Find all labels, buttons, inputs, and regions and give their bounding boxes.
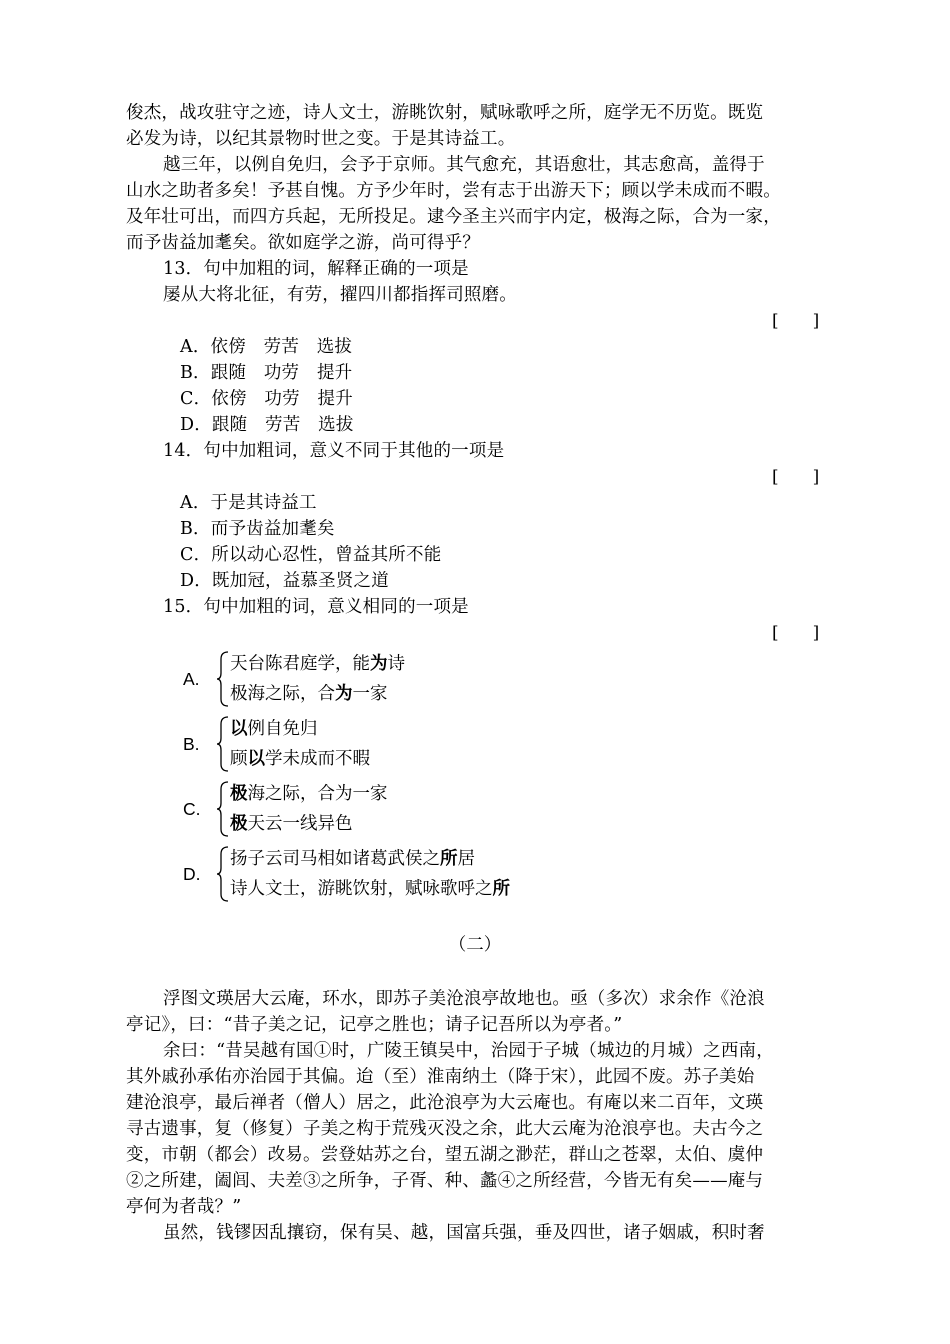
q14-option-b[interactable]: B．而予齿益加耄矣 [180, 519, 335, 539]
brace-icon [216, 650, 230, 708]
q14-option-d[interactable]: D．既加冠，益慕圣贤之道 [180, 571, 389, 591]
q13-option-b[interactable]: B．跟随 功劳 提升 [180, 363, 353, 383]
q13-answer-bracket[interactable]: [ ] [772, 311, 820, 331]
brace-icon [216, 715, 230, 773]
option-line-1: 以例自免归 [230, 718, 318, 738]
q15-answer-bracket[interactable]: [ ] [772, 623, 820, 643]
passage-line: 亭何为者哉？” [126, 1197, 242, 1217]
passage-line: 变，市朝（都会）改易。尝登姑苏之台，望五湖之渺茫，群山之苍翠，太伯、虞仲 [126, 1145, 764, 1165]
option-line-2: 极天云一线异色 [230, 813, 353, 833]
passage-line: 建沧浪亭，最后禅者（僧人）居之，此沧浪亭为大云庵也。有庵以来二百年，文瑛 [126, 1093, 764, 1113]
passage-line: 余曰：“昔吴越有国①时，广陵王镇吴中，治园于子城（城边的月城）之西南， [163, 1041, 774, 1061]
passage-line: 浮图文瑛居大云庵，环水，即苏子美沧浪亭故地也。亟（多次）求余作《沧浪 [163, 989, 765, 1009]
option-line-1: 极海之际，合为一家 [230, 783, 388, 803]
option-line-1: 天台陈君庭学，能为诗 [230, 653, 405, 673]
q13-option-a[interactable]: A．依傍 劳苦 选拔 [180, 337, 353, 357]
brace-icon [216, 845, 230, 903]
passage-line: 越三年，以例自免归，会予于京师。其气愈充，其语愈壮，其志愈高，盖得于 [163, 155, 765, 175]
q14-stem: 14．句中加粗词，意义不同于其他的一项是 [163, 441, 505, 461]
passage-line: 必发为诗，以纪其景物时世之变。于是其诗益工。 [126, 129, 516, 149]
q14-answer-bracket[interactable]: [ ] [772, 467, 820, 487]
option-line-1: 扬子云司马相如诸葛武侯之所居 [230, 848, 475, 868]
q14-option-c[interactable]: C．所以动心忍性，曾益其所不能 [180, 545, 442, 565]
q14-option-a[interactable]: A．于是其诗益工 [180, 493, 317, 513]
option-letter: C. [183, 799, 201, 819]
option-letter: D. [183, 864, 201, 884]
passage-line: 亭记》，曰：“昔子美之记，记亭之胜也；请子记吾所以为亭者。” [126, 1015, 623, 1035]
section-heading: （二） [448, 935, 502, 955]
passage-line: 其外戚孙承佑亦治园于其偏。迨（至）淮南纳土（降于宋），此园不废。苏子美始 [126, 1067, 755, 1087]
passage-line: 虽然，钱镠因乱攘窃，保有吴、越，国富兵强，垂及四世，诸子姻戚，积时奢 [163, 1223, 765, 1243]
q13-option-c[interactable]: C．依傍 功劳 提升 [180, 389, 353, 409]
q13-sentence: 屡从大将北征，有劳，擢四川都指挥司照磨。 [163, 285, 517, 305]
option-letter: A. [183, 669, 200, 689]
brace-icon [216, 780, 230, 838]
passage-line: ②之所建，阖闾、夫差③之所争，子胥、种、蠡④之所经营，今皆无有矣——庵与 [126, 1171, 764, 1191]
q13-stem: 13．句中加粗的词，解释正确的一项是 [163, 259, 469, 279]
option-line-2: 诗人文士，游眺饮射，赋咏歌呼之所 [230, 878, 510, 898]
q13-option-d[interactable]: D．跟随 劳苦 选拔 [180, 415, 354, 435]
passage-line: 而予齿益加耄矣。欲如庭学之游，尚可得乎？ [126, 233, 480, 253]
passage-line: 俊杰，战攻驻守之迹，诗人文士，游眺饮射，赋咏歌呼之所，庭学无不历览。既览 [126, 103, 764, 123]
passage-line: 寻古遗事，复（修复）子美之构于荒残灭没之余，此大云庵为沧浪亭也。夫古今之 [126, 1119, 764, 1139]
q15-stem: 15．句中加粗的词，意义相同的一项是 [163, 597, 469, 617]
passage-line: 山水之助者多矣！予甚自愧。方予少年时，尝有志于出游天下；顾以学未成而不暇。 [126, 181, 781, 201]
option-letter: B. [183, 734, 200, 754]
option-line-2: 极海之际，合为一家 [230, 683, 388, 703]
passage-line: 及年壮可出，而四方兵起，无所投足。逮今圣主兴而宇内定，极海之际，合为一家， [126, 207, 781, 227]
option-line-2: 顾以学未成而不暇 [230, 748, 370, 768]
